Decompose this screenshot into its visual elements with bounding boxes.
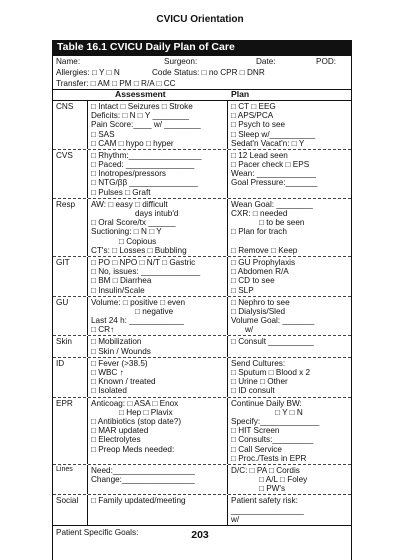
assessment-line[interactable]: Pain Score:____ w/ ________ bbox=[91, 120, 201, 130]
assessment-line[interactable]: □ PO □ NPO □ N/T □ Gastric bbox=[91, 257, 196, 267]
section-lines bbox=[53, 464, 351, 495]
section-label: EPR bbox=[56, 398, 73, 408]
plan-line[interactable]: □ CD to see bbox=[231, 276, 275, 286]
plan-line[interactable]: □ SLP bbox=[231, 285, 254, 295]
assessment-line[interactable]: □ Preop Meds needed: bbox=[91, 444, 175, 454]
plan-line[interactable]: □ ID consult bbox=[231, 386, 275, 396]
plan-line[interactable]: □ Psych to see bbox=[231, 120, 286, 130]
assessment-line[interactable]: □ Antibiotics (stop date?) bbox=[91, 416, 182, 426]
section-cvs bbox=[53, 149, 351, 198]
plan-line[interactable]: □ to be seen bbox=[259, 218, 305, 228]
plan-line[interactable]: Specify:_____________ bbox=[231, 416, 320, 426]
assessment-cell bbox=[87, 150, 227, 198]
assessment-cell bbox=[87, 336, 227, 356]
section-social bbox=[53, 494, 351, 525]
plan-line[interactable]: ________________ bbox=[231, 505, 304, 515]
plan-line[interactable]: □ Y □ N bbox=[275, 407, 303, 417]
section-label: GU bbox=[56, 297, 69, 307]
assessment-line[interactable]: □ NTG/ββ _______________ bbox=[91, 178, 198, 188]
section-label: Lines bbox=[56, 465, 73, 473]
assessment-line[interactable] bbox=[91, 484, 224, 493]
section-label: ID bbox=[56, 358, 65, 368]
patient-goals[interactable]: Patient Specific Goals: bbox=[53, 525, 351, 560]
plan-of-care-form bbox=[52, 40, 352, 560]
plan-line[interactable]: □ Consult __________ bbox=[231, 337, 314, 347]
plan-line[interactable]: □ Pacer check □ EPS bbox=[231, 160, 310, 170]
plan-line[interactable]: □ GU Prophylaxis bbox=[231, 257, 296, 267]
plan-line[interactable]: □ Abdomen R/A bbox=[231, 267, 289, 277]
allergies-field[interactable]: Allergies: □ Y □ N bbox=[56, 67, 120, 77]
assessment-line[interactable]: Deficits: □ N □ Y ________ bbox=[91, 111, 189, 121]
assessment-line[interactable]: □ Isolated bbox=[91, 386, 127, 396]
assessment-line[interactable] bbox=[91, 515, 224, 524]
plan-line[interactable]: □ Proc./Tests in EPR bbox=[231, 453, 307, 463]
plan-line[interactable]: □ PW's bbox=[259, 484, 286, 494]
plan-line[interactable]: Volume Goal: _______ bbox=[231, 316, 315, 326]
plan-line[interactable]: Patient safety risk: bbox=[231, 496, 298, 506]
assessment-line[interactable]: Suctioning: □ N □ Y bbox=[91, 227, 162, 237]
assessment-line[interactable]: □ Fever (>38.5) bbox=[91, 358, 148, 368]
assessment-line[interactable]: Need:__________________ bbox=[91, 465, 195, 475]
assessment-line[interactable]: □ MAR updated bbox=[91, 426, 149, 436]
assessment-line[interactable]: □ Copious bbox=[119, 236, 157, 246]
assessment-line[interactable]: □ Family updated/meeting bbox=[91, 496, 186, 506]
info-row-1 bbox=[53, 56, 351, 67]
plan-line[interactable]: □ 12 Lead seen bbox=[231, 150, 288, 160]
plan-line[interactable]: □ Remove □ Keep bbox=[231, 245, 298, 255]
column-headers bbox=[53, 89, 351, 101]
plan-line[interactable]: □ Sleep w/__________ bbox=[231, 129, 316, 139]
assessment-line[interactable]: □ Rhythm:________________ bbox=[91, 150, 202, 160]
plan-header: Plan bbox=[231, 89, 250, 100]
page-number: 203 bbox=[191, 529, 209, 541]
assessment-line[interactable]: □ Inotropes/pressors bbox=[91, 169, 167, 179]
section-cns bbox=[53, 101, 351, 149]
assessment-cell bbox=[87, 297, 227, 336]
plan-cell bbox=[227, 199, 351, 256]
assessment-line[interactable]: □ negative bbox=[135, 306, 174, 316]
plan-line[interactable]: □ A/L □ Foley bbox=[259, 475, 308, 485]
plan-cell bbox=[227, 465, 351, 495]
assessment-line[interactable]: CT's: □ Losses □ Bubbling bbox=[91, 245, 187, 255]
assessment-line[interactable]: □ Electrolytes bbox=[91, 435, 141, 445]
info-row-3 bbox=[53, 78, 351, 89]
sections bbox=[53, 101, 351, 525]
assessment-line[interactable]: □ Skin / Wounds bbox=[91, 346, 151, 356]
plan-line[interactable]: Goal Pressure:_______ bbox=[231, 178, 318, 188]
assessment-line[interactable] bbox=[91, 506, 224, 515]
plan-cell bbox=[227, 495, 351, 525]
plan-line[interactable]: Sedat'n Vacat'n: □ Y bbox=[231, 138, 305, 148]
assessment-cell bbox=[87, 101, 227, 149]
plan-line[interactable]: □ APS/PCA bbox=[231, 111, 274, 121]
plan-cell bbox=[227, 336, 351, 356]
plan-line[interactable]: □ Nephro to see bbox=[231, 297, 290, 307]
assessment-line[interactable]: AW: □ easy □ difficult bbox=[91, 199, 168, 209]
plan-line[interactable]: Wean: _____________ bbox=[231, 169, 316, 179]
plan-line[interactable]: Continue Daily BW: bbox=[231, 398, 302, 408]
plan-line[interactable]: □ Consults:_________ bbox=[231, 435, 314, 445]
assessment-line[interactable]: Anticoag: □ ASA □ Enox bbox=[91, 398, 179, 408]
plan-line[interactable]: □ Dialysis/Sled bbox=[231, 306, 286, 316]
section-id bbox=[53, 357, 351, 397]
plan-line[interactable]: □ Call Service bbox=[231, 444, 282, 454]
plan-cell bbox=[227, 257, 351, 296]
table-title: Table 16.1 CVICU Daily Plan of Care bbox=[53, 41, 351, 56]
assessment-line[interactable]: days intub'd bbox=[135, 209, 179, 218]
date-field[interactable]: Date: bbox=[256, 56, 276, 66]
plan-cell bbox=[227, 150, 351, 198]
plan-cell bbox=[227, 297, 351, 336]
assessment-line[interactable]: Last 24 h: ____________ bbox=[91, 316, 184, 326]
section-label: CVS bbox=[56, 150, 73, 160]
transfer-field[interactable]: Transfer: □ AM □ PM □ R/A □ CC bbox=[56, 79, 176, 89]
section-git bbox=[53, 256, 351, 296]
assessment-cell bbox=[87, 199, 227, 256]
plan-line[interactable]: □ HIT Screen bbox=[231, 426, 280, 436]
assessment-line[interactable] bbox=[91, 454, 224, 463]
plan-line[interactable] bbox=[231, 237, 348, 246]
assessment-line[interactable]: □ CR↑ bbox=[91, 325, 115, 335]
plan-line[interactable]: D/C: □ PA □ Cordis bbox=[231, 465, 300, 475]
assessment-cell bbox=[87, 358, 227, 397]
plan-line[interactable]: w/ bbox=[245, 325, 254, 335]
surgeon-field[interactable]: Surgeon: bbox=[164, 56, 198, 66]
plan-line[interactable]: □ Plan for trach bbox=[231, 227, 287, 237]
assessment-line[interactable]: □ Intact □ Seizures □ Stroke bbox=[91, 101, 193, 111]
section-label: Skin bbox=[56, 337, 72, 347]
assessment-line[interactable]: □ SAS bbox=[91, 129, 115, 139]
plan-cell bbox=[227, 101, 351, 149]
plan-line[interactable]: □ Sputum □ Blood x 2 bbox=[231, 368, 311, 377]
plan-line[interactable] bbox=[231, 188, 348, 197]
section-label: GIT bbox=[56, 257, 70, 267]
assessment-cell bbox=[87, 495, 227, 525]
plan-cell bbox=[227, 398, 351, 464]
plan-line[interactable]: □ Urine □ Other bbox=[231, 377, 288, 387]
assessment-line[interactable]: □ Insulin/Scale bbox=[91, 285, 145, 295]
pod-field[interactable]: POD: bbox=[316, 56, 337, 66]
assessment-line[interactable]: □ Pulses □ Graft bbox=[91, 187, 151, 197]
page-header: CVICU Orientation bbox=[156, 14, 244, 25]
assessment-line[interactable]: Change:________________ bbox=[91, 475, 195, 485]
assessment-header: Assessment bbox=[115, 89, 166, 100]
section-label: Social bbox=[56, 496, 79, 506]
assessment-line[interactable]: □ No, issues: _____________ bbox=[91, 267, 201, 277]
plan-line[interactable]: w/ bbox=[231, 514, 240, 524]
assessment-line[interactable]: □ Mobilization bbox=[91, 337, 142, 347]
plan-line[interactable]: Wean Goal: ________ bbox=[231, 199, 313, 209]
section-label: Resp bbox=[56, 199, 76, 209]
info-row-2 bbox=[53, 67, 351, 78]
assessment-line[interactable]: Volume: □ positive □ even bbox=[91, 297, 186, 307]
section-gu bbox=[53, 296, 351, 336]
name-field[interactable]: Name: bbox=[56, 56, 81, 66]
assessment-cell bbox=[87, 398, 227, 464]
assessment-line[interactable]: □ WBC ↑ bbox=[91, 368, 124, 377]
plan-line[interactable]: CXR: □ needed bbox=[231, 209, 288, 218]
assessment-cell bbox=[87, 257, 227, 296]
section-epr bbox=[53, 397, 351, 464]
section-resp bbox=[53, 198, 351, 256]
assessment-line[interactable]: □ Known / treated bbox=[91, 377, 156, 387]
assessment-cell bbox=[87, 465, 227, 495]
assessment-line[interactable]: □ Paced: _______________ bbox=[91, 160, 195, 170]
assessment-line[interactable]: □ CAM □ hypo □ hyper bbox=[91, 138, 174, 148]
section-label: CNS bbox=[56, 101, 74, 111]
section-skin bbox=[53, 335, 351, 356]
plan-cell bbox=[227, 358, 351, 397]
assessment-line[interactable]: □ BM □ Diarrhea bbox=[91, 276, 152, 286]
code-status-field[interactable]: Code Status: □ no CPR □ DNR bbox=[152, 67, 265, 77]
assessment-line[interactable]: □ Oral Score/tx ______ bbox=[91, 218, 176, 228]
plan-line[interactable]: Send Cultures: bbox=[231, 358, 286, 368]
plan-line[interactable]: □ CT □ EEG bbox=[231, 101, 276, 111]
assessment-line[interactable]: □ Hep □ Plavix bbox=[119, 407, 173, 417]
